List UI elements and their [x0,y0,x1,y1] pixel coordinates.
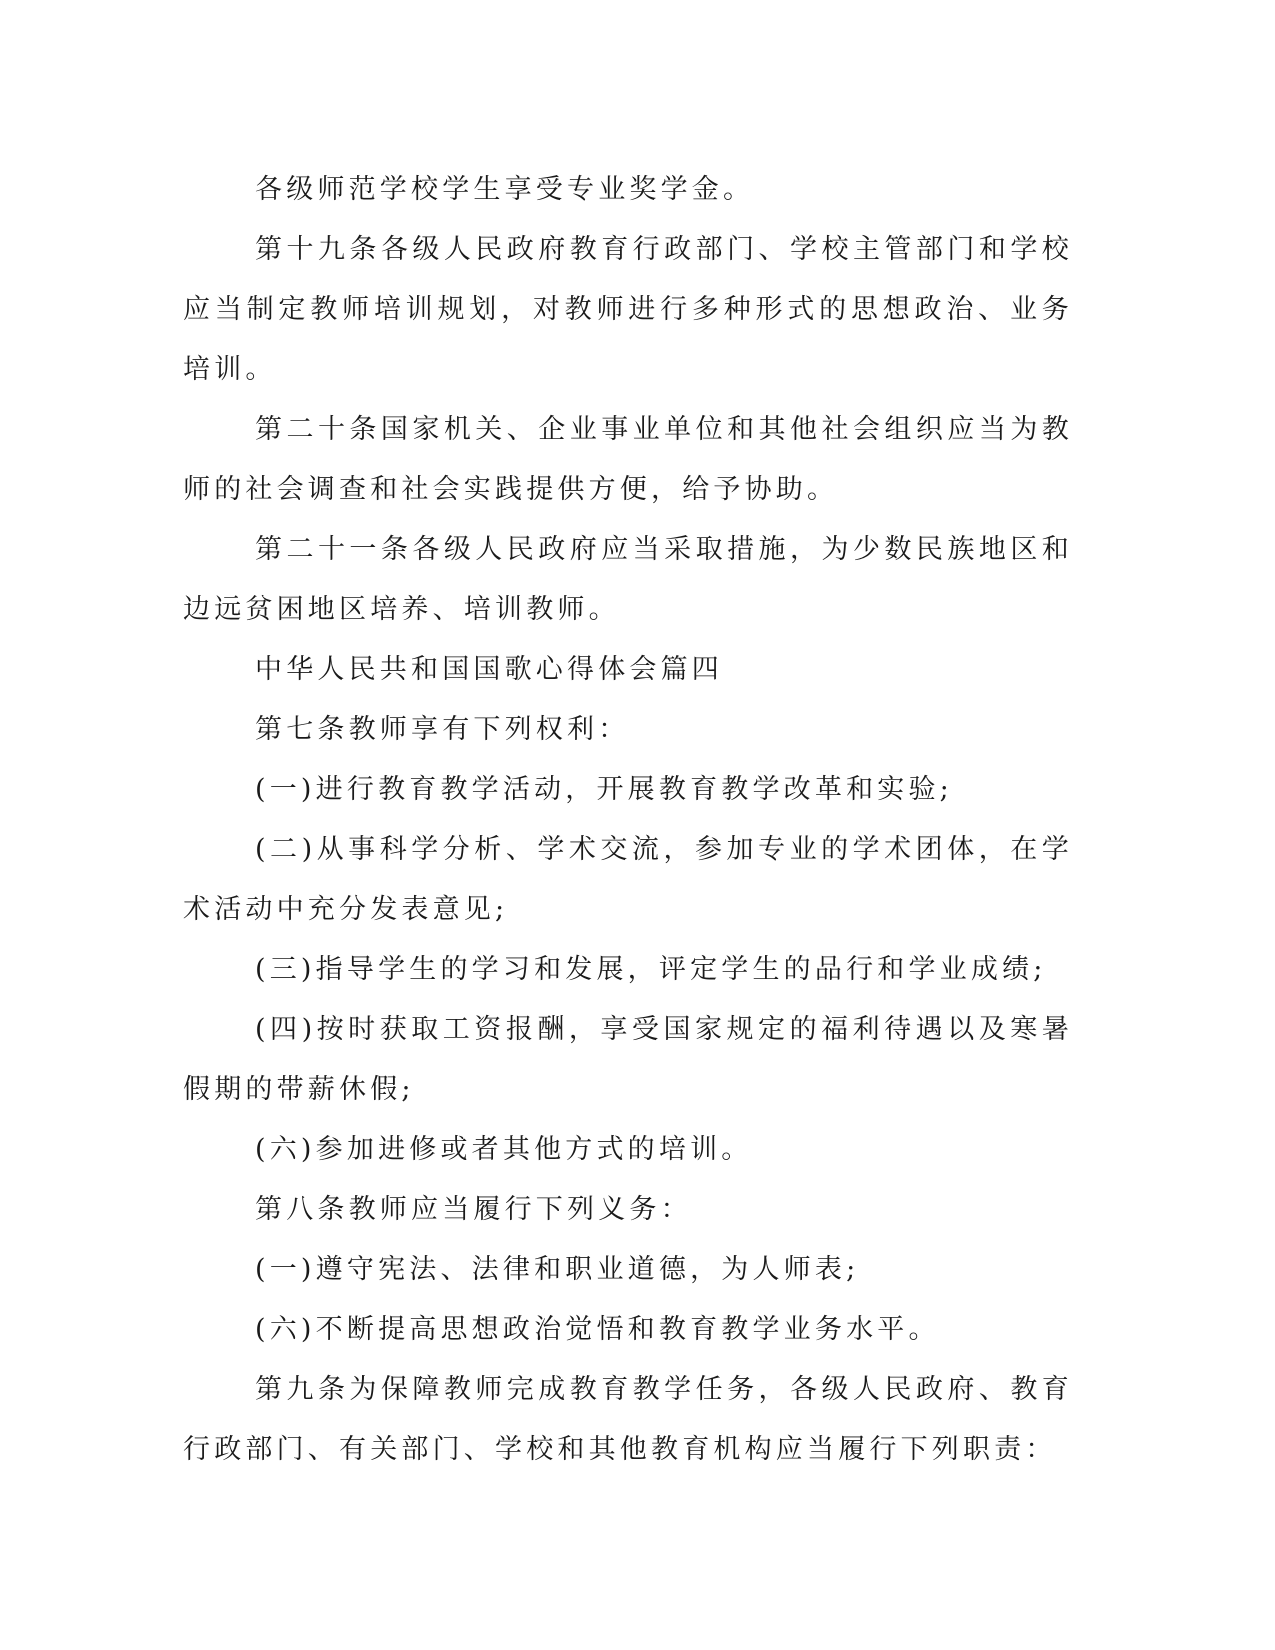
paragraph-article-8: 第八条教师应当履行下列义务： [255,1194,692,1225]
paragraph-article-7: 第七条教师享有下列权利： [255,714,630,745]
paragraph-article-20: 第二十条国家机关、企业事业单位和其他社会组织应当为教师的社会调查和社会实践提供方便，给予协助。 [183,414,1073,505]
list-item-right-2: (二)从事科学分析、学术交流，参加专业的学术团体，在学术活动中充分发表意见; [183,834,1073,925]
list-item-right-1: (一)进行教育教学活动，开展教育教学改革和实验; [255,774,953,805]
document-body [183,160,1073,1480]
list-item-right-4: (四)按时获取工资报酬，享受国家规定的福利待遇以及寒暑假期的带薪休假; [183,1014,1073,1105]
section-heading: 中华人民共和国国歌心得体会篇四 [255,654,723,685]
paragraph-article-9: 第九条为保障教师完成教育教学任务，各级人民政府、教育行政部门、有关部门、学校和其他教育机构应当履行下列职责： [183,1374,1073,1465]
list-item-duty-6: (六)不断提高思想政治觉悟和教育教学业务水平。 [255,1314,940,1345]
list-item-right-6: (六)参加进修或者其他方式的培训。 [255,1134,753,1165]
paragraph-scholarship: 各级师范学校学生享受专业奖学金。 [255,174,755,205]
list-item-right-3: (三)指导学生的学习和发展，评定学生的品行和学业成绩; [255,954,1047,985]
paragraph-article-21: 第二十一条各级人民政府应当采取措施，为少数民族地区和边远贫困地区培养、培训教师。 [183,534,1073,625]
paragraph-article-19: 第十九条各级人民政府教育行政部门、学校主管部门和学校应当制定教师培训规划，对教师进行多种形式的思想政治、业务培训。 [183,234,1073,385]
list-item-duty-1: (一)遵守宪法、法律和职业道德，为人师表; [255,1254,860,1285]
